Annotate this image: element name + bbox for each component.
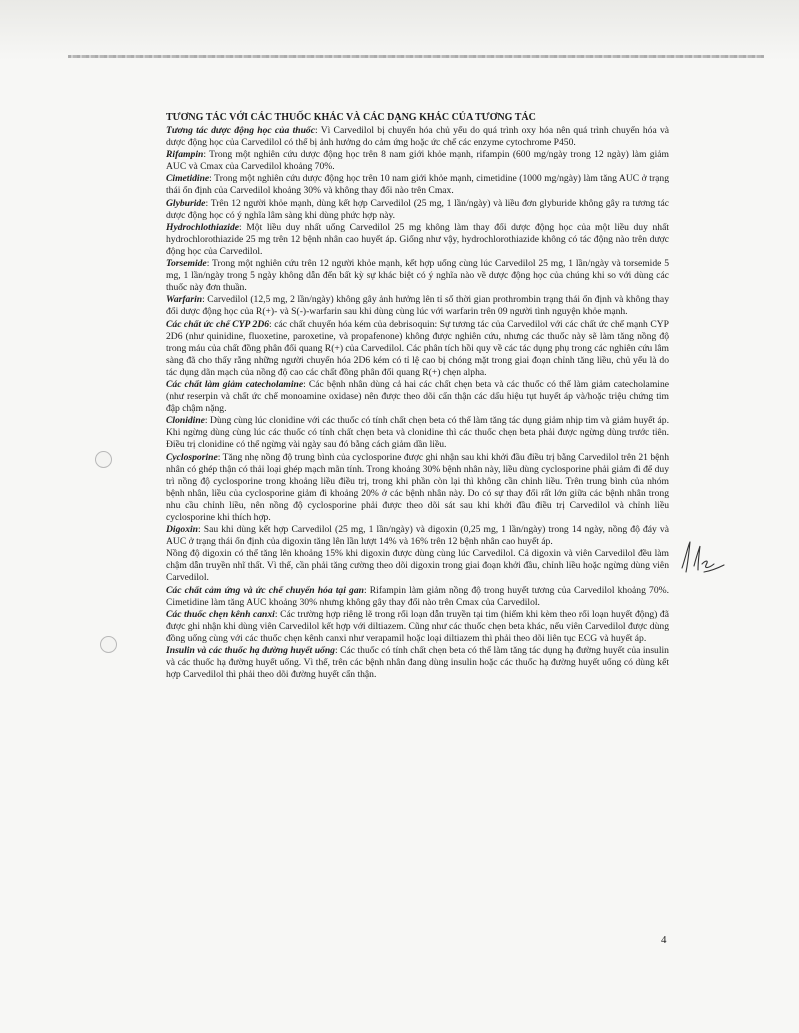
interaction-term: Insulin và các thuốc hạ đường huyết uống <box>166 645 335 657</box>
interaction-term: Cyclosporine <box>166 451 218 463</box>
paragraph-text: : Các bệnh nhân dùng cả hai các chất chẹn beta và các thuốc có thể làm giảm catecholamine (như reserpin và chất ức chế monoamine oxidase) nên được theo dõi cẩn thận các dấu hiệu tụt huyết áp và/hoặc triệu chứng tim đập chậm nặng. <box>166 378 669 415</box>
paragraph-text: : Trên 12 người khỏe mạnh, dùng kết hợp Carvedilol (25 mg, 1 lần/ngày) và liều đơn glyburide không gây ra tương tác dược động học có ý nghĩa lâm sàng khi dùng phức hợp này. <box>166 197 669 221</box>
interaction-term: Các chất làm giảm catecholamine <box>166 378 304 390</box>
paragraph <box>166 125 669 149</box>
paragraph-text: : các chất chuyển hóa kém của debrisoquin: Sự tương tác của Carvedilol với các chất ức chế mạnh CYP 2D6 (như quinidine, fluoxetine, paroxetine, và propafenone) không được nghiên cứu, nhưng các thuốc này sẽ làm tăng nồng độ trong máu của chất đồng phân đối quang R(+) của Carvedilol. Các phân tích hồi quy về các tác dụng phụ trong các nghiên cứu lâm sàng đã cho thấy rằng những người chuyển hóa 2D6 kém có tỉ lệ cao bị chóng mặt trong giai đoạn chỉnh tăng liều, chủ yếu là do tác dụng dãn mạch của nồng độ cao các chất đồng phân đối quang R(+) chẹn alpha. <box>166 318 669 378</box>
paragraph <box>166 609 669 645</box>
paragraph <box>166 294 669 318</box>
interaction-term: Torsemide <box>166 258 207 270</box>
paragraph <box>166 452 669 525</box>
scan-background-edge <box>0 0 799 60</box>
punch-hole <box>95 451 112 468</box>
top-rule <box>68 55 764 58</box>
handwritten-initials <box>676 538 726 578</box>
page-number: 4 <box>661 934 667 946</box>
paragraph-list <box>166 125 669 681</box>
paragraph <box>166 173 669 197</box>
paragraph <box>166 524 669 548</box>
paragraph-text: : Sau khi dùng kết hợp Carvedilol (25 mg, 1 lần/ngày) và digoxin (0,25 mg, 1 lần/ngày) trong 14 ngày, nồng độ đáy và AUC ở trạng thái ổn định của digoxin tăng lên lần lượt 14% và 16% trên 12 bệnh nhân cao huyết áp. <box>166 524 669 548</box>
paragraph-text: : Carvedilol (12,5 mg, 2 lần/ngày) không gây ảnh hưởng lên tỉ số thời gian prothrombin trạng thái ổn định và không thay đổi dược động học của R(+)- và S(-)-warfarin sau khi dùng cùng lúc với warfarin trên 09 người tình nguyện khỏe mạnh. <box>166 294 669 318</box>
paragraph-text: : Tăng nhẹ nồng độ trung bình của cyclosporine được ghi nhận sau khi khởi đầu điều trị bằng Carvedilol trên 21 bệnh nhân có ghép thận có thải loại ghép mạch mãn tính. Trong khoảng 30% bệnh nhân này, liều dùng cyclosporine phải giảm đi để duy trì nồng độ cyclosporine trong khoảng liều điều trị, trong khi phần còn lại thì không cần chỉnh liều. Trên trung bình của nhóm bệnh nhân, liều của cyclosporine giảm đi khoảng 20% ở các bệnh nhân này. Do có sự thay đổi rất lớn giữa các bệnh nhân trong nhu cầu chỉnh liều, nên nồng độ cyclosporine phải được theo dõi sát sau khi khởi đầu điều trị Carvedilol và chỉnh liều cyclosporine khi thích hợp. <box>166 451 669 523</box>
paragraph-text: Nồng độ digoxin có thể tăng lên khoảng 15% khi digoxin được dùng cùng lúc Carvedilol. Cả digoxin và viên Carvedilol đều làm chậm dẫn truyền nhĩ thất. Vì thế, cần phải tăng cường theo dõi digoxin trong giai đoạn khởi đầu, chỉnh liều hoặc ngừng dùng viên Carvedilol. <box>166 548 669 584</box>
paragraph <box>166 585 669 609</box>
paragraph-text: : Trong một nghiên cứu trên 12 người khỏe mạnh, kết hợp uống cùng lúc Carvedilol 25 mg, 1 lần/ngày và torsemide 5 mg, 1 lần/ngày trong 5 ngày không dẫn đến bất kỳ sự khác biệt có ý nghĩa nào về dược động học của chúng khi so với dùng các thuốc này đơn thuần. <box>166 258 669 294</box>
paragraph <box>166 319 669 379</box>
paragraph-text: : Trong một nghiên cứu dược động học trên 8 nam giới khỏe mạnh, rifampin (600 mg/ngày trong 12 ngày) làm giảm AUC và Cmax của Carvedilol khoảng 70%. <box>166 149 669 173</box>
interaction-term: Warfarin <box>166 294 203 306</box>
paragraph <box>166 258 669 294</box>
paragraph <box>166 548 669 584</box>
interaction-term: Clonidine <box>166 415 205 427</box>
paragraph <box>166 379 669 415</box>
paragraph <box>166 198 669 222</box>
paragraph-text: : Một liều duy nhất uống Carvedilol 25 mg không làm thay đổi dược động học của một liều duy nhất hydrochlorothiazide 25 mg trên 12 bệnh nhân cao huyết áp. Giống như vậy, hydrochlorothiazide không có tác động nào trên dược động học của Carvedilol. <box>166 221 669 257</box>
paragraph <box>166 415 669 451</box>
paragraph-text: : Dùng cùng lúc clonidine với các thuốc có tính chất chẹn beta có thể làm tăng tác dụng giảm nhịp tim và giảm huyết áp. Khi ngừng dùng cùng lúc các thuốc có tính chất chẹn beta và clonidine thì các thuốc chẹn beta phải được ngừng dùng trước tiên. Điều trị clonidine có thể ngừng vài ngày sau đó bằng cách giảm dần liều. <box>166 415 669 451</box>
section-heading: TƯƠNG TÁC VỚI CÁC THUỐC KHÁC VÀ CÁC DẠNG KHÁC CỦA TƯƠNG TÁC <box>166 112 536 123</box>
paragraph <box>166 645 669 681</box>
interaction-term: Hydrochlothiazide <box>166 221 240 233</box>
paragraph-text: : Trong một nghiên cứu dược động học trên 10 nam giới khỏe mạnh, cimetidine (1000 mg/ngày) làm tăng AUC ở trạng thái ổn định của Carvedilol khoảng 30% và không thay đổi nào trên Cmax. <box>166 173 669 197</box>
interaction-term: Rifampin <box>166 149 204 161</box>
interaction-term: Glyburide <box>166 197 206 209</box>
interaction-term: Tương tác dược động học của thuốc <box>166 125 315 136</box>
paragraph-text: : Các thuốc có tính chất chẹn beta có thể làm tăng tác dụng hạ đường huyết của insulin và các thuốc hạ đường huyết uống. Vì thế, trên các bệnh nhân đang dùng insulin hoặc các thuốc hạ đường huyết uống có dùng kết hợp Carvedilol thì phải theo dõi đường huyết cẩn thận. <box>166 645 669 681</box>
interaction-term: Các chất ức chế CYP 2D6 <box>166 318 270 330</box>
interaction-term: Digoxin <box>166 524 198 536</box>
paragraph-text: : Các trường hợp riêng lẽ trong rối loạn dẫn truyền tại tim (hiếm khi kèm theo rối loạn huyết động) đã được ghi nhận khi dùng viên Carvedilol kết hợp với diltiazem. Cũng như các thuốc chẹn beta khác, nếu viên Carvedilol được dùng đồng uống cùng với các thuốc chẹn kênh canxi như verapamil hoặc loại diltiazem thì phải theo dõi liên tục ECG và huyết áp. <box>166 608 669 644</box>
punch-hole <box>100 636 117 653</box>
paragraph-text: : Rifampin làm giảm nồng độ trong huyết tương của Carvedilol khoảng 70%. Cimetidine làm tăng AUC khoảng 30% nhưng không gây thay đổi nào trên Cmax của Carvedilol. <box>166 584 670 608</box>
interaction-term: Cimetidine <box>166 173 210 185</box>
paragraph <box>166 149 669 173</box>
document-body <box>166 112 669 681</box>
interaction-term: Các chất cảm ứng và ức chế chuyển hóa tại gan <box>166 584 364 596</box>
interaction-term: Các thuốc chẹn kênh canxi <box>166 608 275 620</box>
paragraph <box>166 222 669 258</box>
paragraph-text: : Vì Carvedilol bị chuyển hóa chủ yếu do quá trình oxy hóa nên quá trình chuyển hóa và dược động học của Carvedilol có thể bị ảnh hưởng do cảm ứng hoặc ức chế các enzyme cytochrome P450. <box>166 125 670 149</box>
